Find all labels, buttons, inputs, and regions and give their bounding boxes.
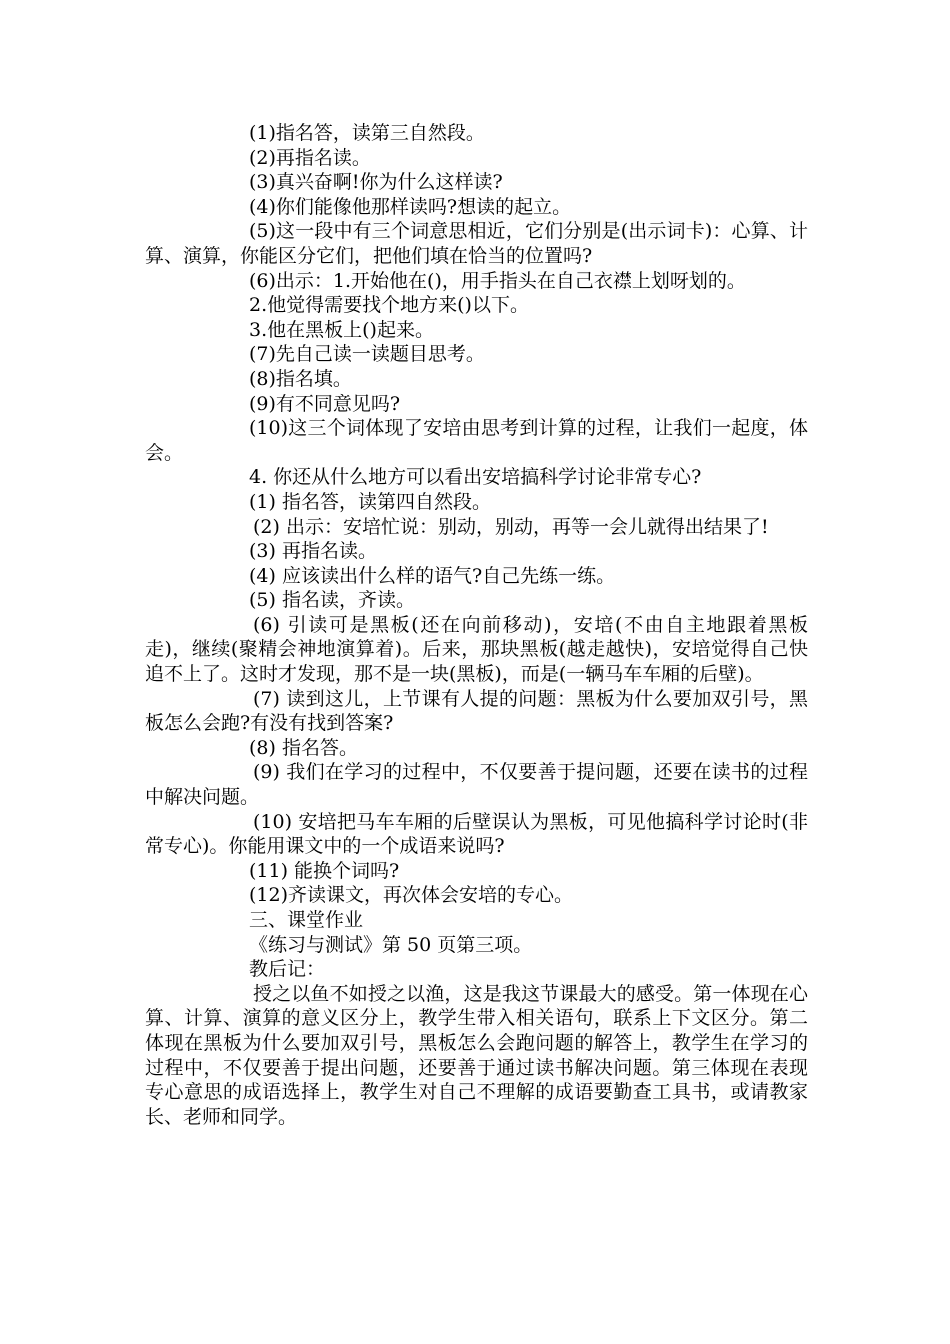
paragraph-6: (6)出示：1.开始他在()，用手指头在自己衣襟上划呀划的。 (249, 269, 746, 292)
paragraph-9: (7)先自己读一读题目思考。 (249, 343, 485, 366)
paragraph-12: (10)这三个词体现了安培由思考到计算的过程，让我们一起度，体会。 (145, 417, 808, 464)
paragraph-24: (11) 能换个词吗? (249, 859, 400, 882)
paragraph-14: (1) 指名答，读第四自然段。 (249, 490, 491, 513)
paragraph-4: (4)你们能像他那样读吗?想读的起立。 (249, 195, 572, 218)
paragraph-20: (7) 读到这儿，上节课有人提的问题：黑板为什么要加双引号，黑板怎么会跑?有没有找到答案? (145, 687, 808, 735)
paragraph-27: 《练习与测试》第 50 页第三项。 (249, 933, 533, 956)
paragraph-18: (5) 指名读，齐读。 (249, 589, 415, 612)
paragraph-13: 4. 你还从什么地方可以看出安培搞科学讨论非常专心? (249, 466, 702, 489)
paragraph-2: (2)再指名读。 (249, 146, 371, 169)
paragraph-8: 3.他在黑板上()起来。 (249, 318, 434, 341)
paragraph-19: (6) 引读可是黑板(还在向前移动)，安培(不由自主地跟着黑板走)，继续(聚精会神地演算着)。后来，那块黑板(越走越快)，安培觉得自己快追不上了。这时才发现，那不是一块(黑板)，而是(一辆马车车厢的后壁)。 (145, 613, 808, 686)
paragraph-15: (2) 出示：安培忙说：别动，别动，再等一会儿就得出结果了! (253, 515, 769, 538)
paragraph-23: (10) 安培把马车车厢的后壁误认为黑板，可见他搞科学讨论时(非常专心)。你能用课文中的一个成语来说吗? (145, 810, 808, 858)
paragraph-10: (8)指名填。 (249, 367, 352, 390)
paragraph-3: (3)真兴奋啊!你为什么这样读? (249, 171, 503, 194)
paragraph-21: (8) 指名答。 (249, 736, 358, 759)
paragraph-11: (9)有不同意见吗? (249, 392, 401, 415)
paragraph-17: (4) 应该读出什么样的语气?自己先练一练。 (249, 564, 616, 587)
paragraph-7: 2.他觉得需要找个地方来()以下。 (249, 294, 529, 317)
paragraph-16: (3) 再指名读。 (249, 540, 377, 563)
document-body (145, 121, 808, 1129)
paragraph-1: (1)指名答，读第三自然段。 (249, 122, 485, 144)
paragraph-5: (5)这一段中有三个词意思相近，它们分别是(出示词卡)：心算、计算、演算，你能区分它们，把他们填在恰当的位置吗? (145, 220, 808, 267)
reflection-paragraph: 授之以鱼不如授之以渔，这是我这节课最大的感受。第一体现在心算、计算、演算的意义区分上，教学生带入相关语句，联系上下文区分。第二体现在黑板为什么要加双引号，黑板怎么会跑问题的解答上，教学生在学习的过程中，不仅要善于提出问题，还要善于通过读书解决问题。第三体现在表现专心意思的成语选择上，教学生对自己不理解的成语要勤查工具书，或请教家长、老师和同学。 (145, 982, 808, 1128)
paragraph-25: (12)齐读课文，再次体会安培的专心。 (249, 884, 574, 907)
paragraph-22: (9) 我们在学习的过程中，不仅要善于提问题，还要在读书的过程中解决问题。 (145, 761, 808, 809)
section-heading: 三、课堂作业 (249, 909, 364, 931)
reflection-heading: 教后记： (249, 958, 326, 981)
